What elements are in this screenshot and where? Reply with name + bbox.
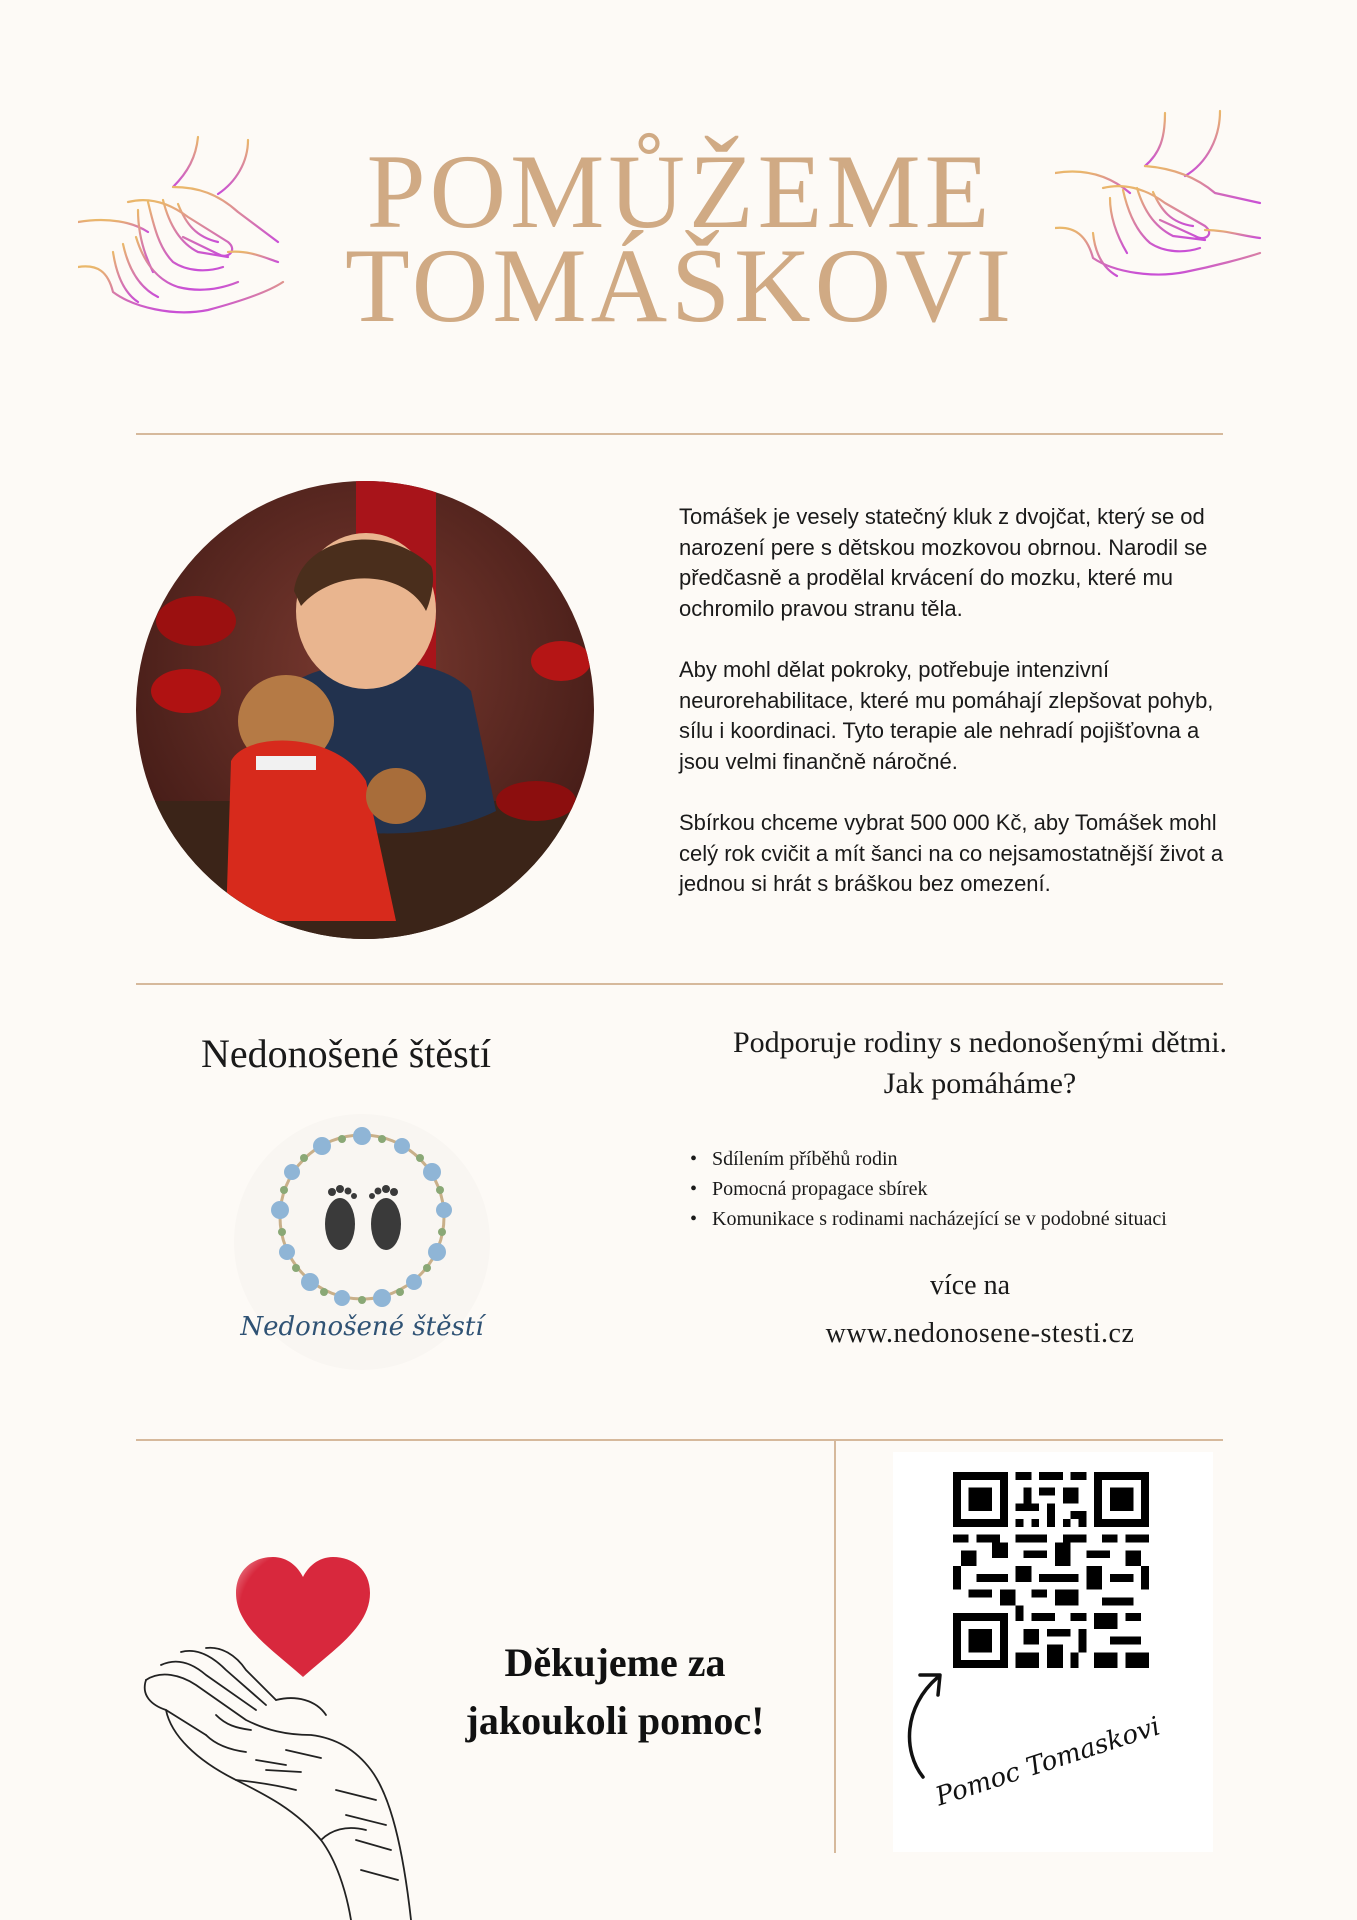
header xyxy=(0,0,1357,420)
organization-logo xyxy=(232,1112,492,1372)
thanks-line-1: Děkujeme za xyxy=(504,1640,726,1685)
list-item: • Komunikace s rodinami nacházející se v podobné situaci xyxy=(690,1204,1250,1234)
qr-code[interactable] xyxy=(953,1472,1149,1668)
more-label: více na xyxy=(929,1270,1011,1301)
website-link[interactable]: www.nedonosene-stesti.cz xyxy=(825,1318,1135,1349)
help-list xyxy=(690,1144,1250,1234)
tagline-line-2: Jak pomáháme? xyxy=(883,1067,1077,1100)
thank-you-message xyxy=(415,1634,815,1750)
helping-hands-right-icon xyxy=(1055,108,1265,298)
vertical-divider xyxy=(834,1441,836,1853)
open-hand-icon xyxy=(136,1640,426,1920)
organization-logo-text: Nedonošené štěstí xyxy=(240,1312,484,1342)
organization-name: Nedonošené štěstí xyxy=(201,1031,491,1076)
story-text xyxy=(679,502,1239,931)
story-paragraph-2: Aby mohl dělat pokroky, potřebuje intenzivní neurorehabilitace, které mu pomáhají zlepšovat pohyb, sílu i koordinaci. Tyto terapie ale nehradí pojišťovna a jsou velmi finančně náročné. xyxy=(679,657,1214,774)
tagline-line-1: Podporuje rodiny s nedonošenými dětmi. xyxy=(732,1026,1228,1059)
story-paragraph-3: Sbírkou chceme vybrat 500 000 Kč, aby Tomášek mohl celý rok cvičit a mít šanci na co nejsamostatnější život a jednou si hrát s bráškou bez omezení. xyxy=(679,810,1224,896)
title-line-1: POMŮŽEME xyxy=(366,133,994,250)
story-paragraph-1: Tomášek je vesely statečný kluk z dvojčat, který se od narození pere s dětskou mozkovou obrnou. Narodil se předčasně a prodělal krvácení do mozku, které mu ochromilo pravou stranu těla. xyxy=(679,504,1208,621)
child-photo xyxy=(136,481,594,939)
title-line-2: TOMÁŠKOVI xyxy=(344,227,1016,344)
divider-1 xyxy=(136,433,1223,435)
thanks-line-2: jakoukoli pomoc! xyxy=(465,1698,765,1743)
helping-hands-left-icon xyxy=(78,132,288,322)
organization-tagline xyxy=(680,1022,1280,1104)
list-item: • Pomocná propagace sbírek xyxy=(690,1174,1250,1204)
qr-caption: Pomoc Tomaskovi xyxy=(932,1711,1164,1813)
divider-3 xyxy=(136,1439,1223,1441)
page-title xyxy=(300,133,1060,344)
qr-card xyxy=(893,1452,1213,1852)
arrow-up-icon xyxy=(898,1657,958,1787)
divider-2 xyxy=(136,983,1223,985)
list-item: • Sdílením příběhů rodin xyxy=(690,1144,1250,1174)
